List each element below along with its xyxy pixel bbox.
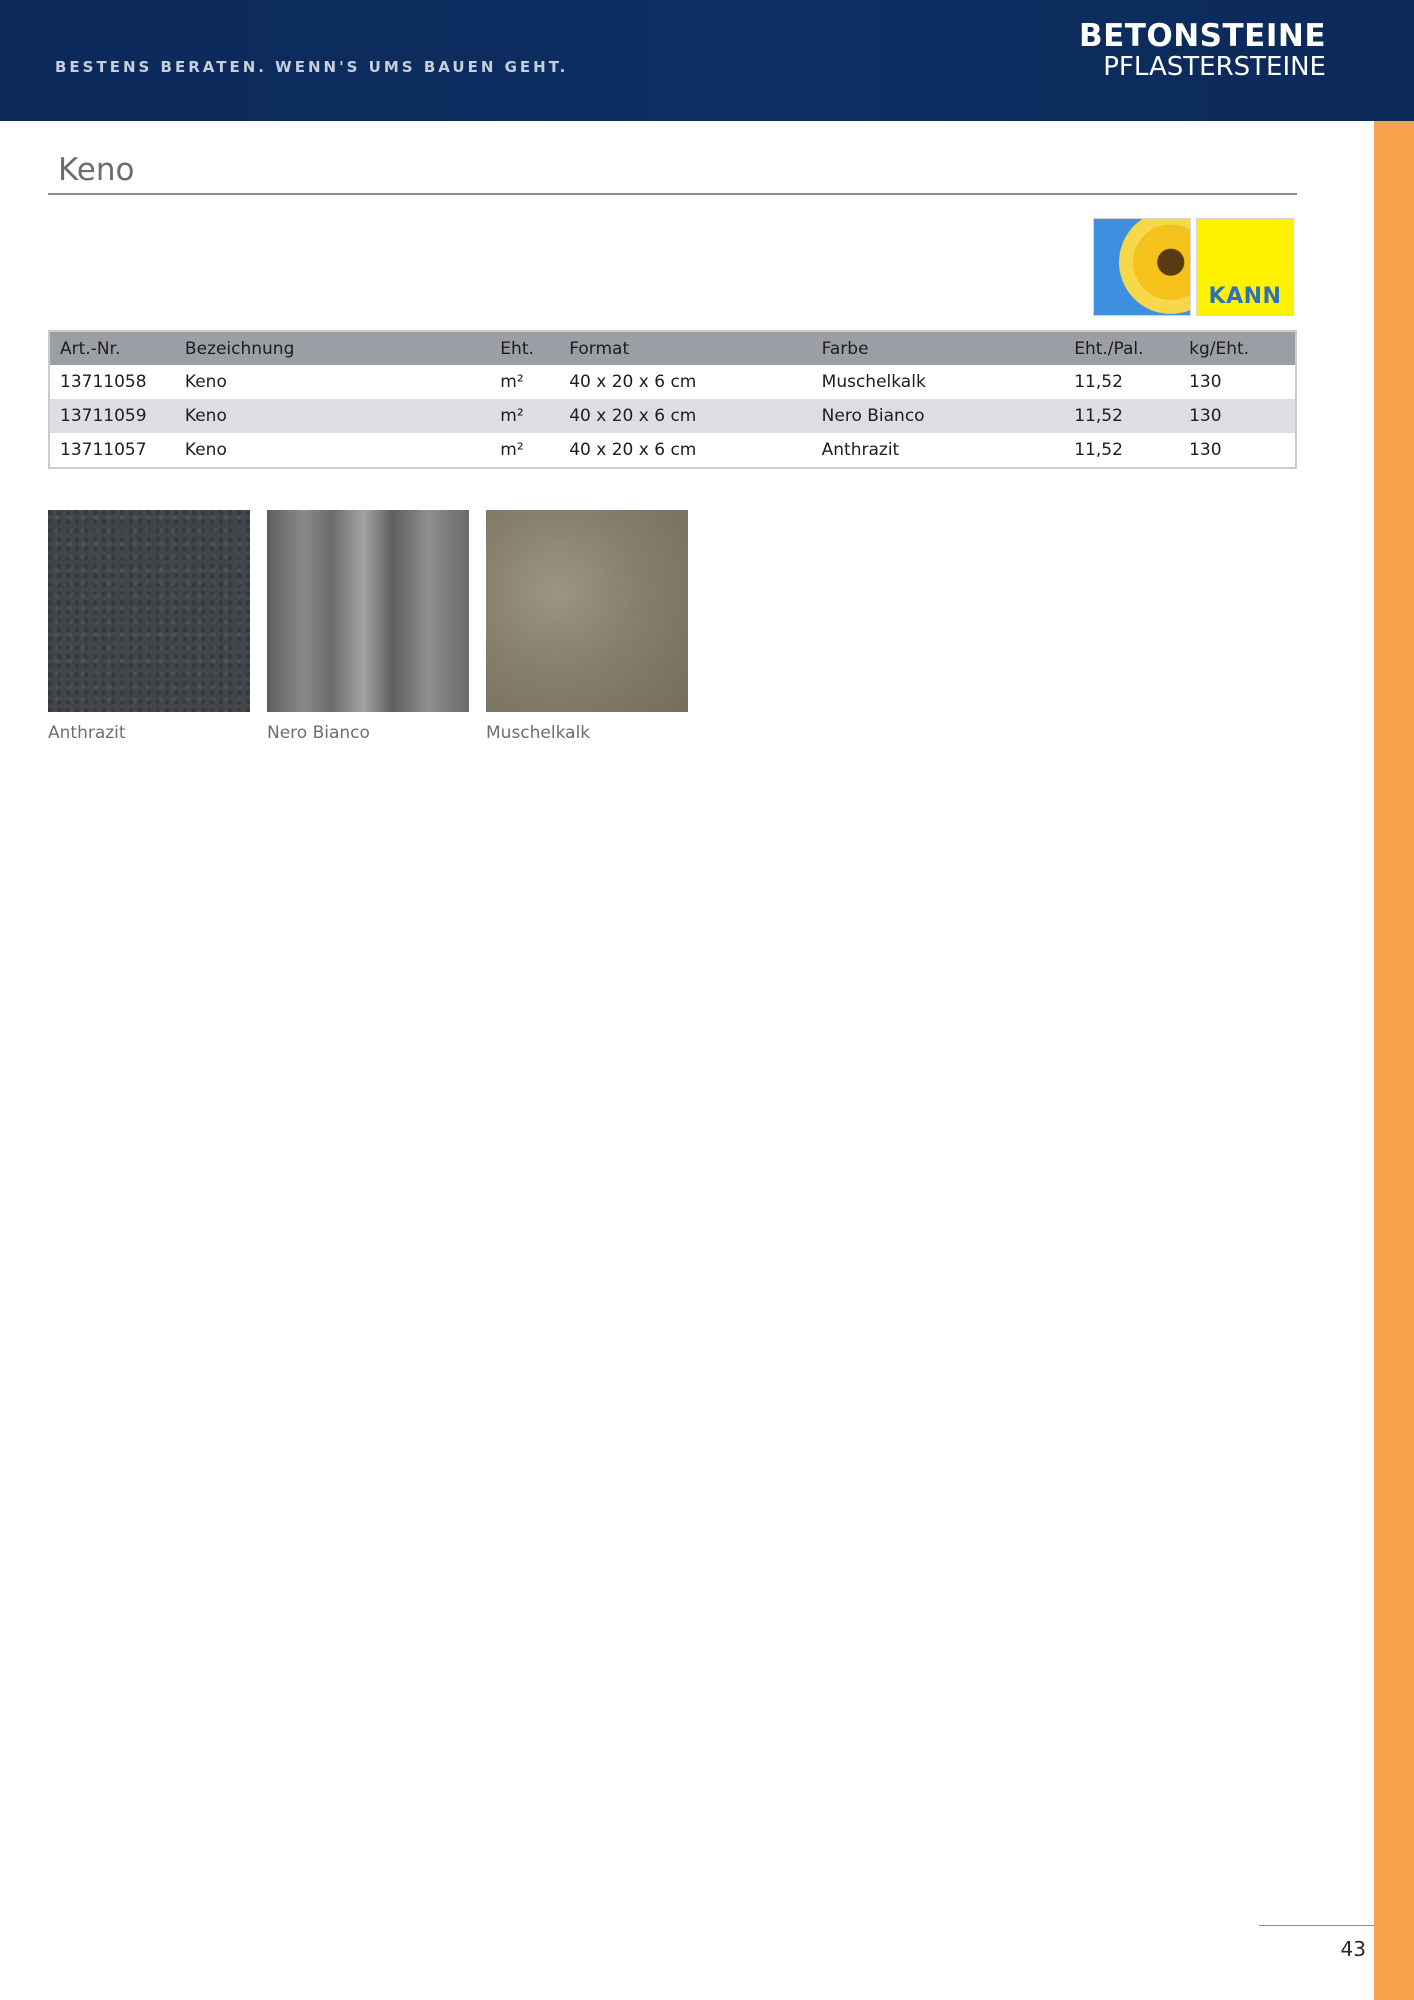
cell-eht-pal: 11,52 xyxy=(1064,399,1179,433)
cell-bezeichnung: Keno xyxy=(184,440,227,460)
category-title: BETONSTEINE xyxy=(1078,18,1326,54)
cell-bezeichnung: Keno xyxy=(175,399,490,433)
column-header-kg-eht: kg/Eht. xyxy=(1179,331,1296,365)
column-header-bezeichnung: Bezeichnung xyxy=(175,331,490,365)
slogan: BESTENS BERATEN. WENN'S UMS BAUEN GEHT. xyxy=(55,58,569,76)
cell-format: 40 x 20 x 6 cm xyxy=(569,440,697,460)
swatch-label-muschelkalk: Muschelkalk xyxy=(486,723,591,743)
kann-logo xyxy=(1196,218,1294,316)
cell-kg-eht: 130 xyxy=(1189,372,1222,392)
column-header-format: Format xyxy=(559,331,811,365)
title-divider xyxy=(48,193,1297,195)
cell-kg-eht: 130 xyxy=(1189,440,1222,460)
cell-kg-eht: 130 xyxy=(1179,399,1296,433)
cell-format: 40 x 20 x 6 cm xyxy=(569,372,697,392)
cell-farbe: Anthrazit xyxy=(821,440,900,460)
cell-art-nr: 13711057 xyxy=(60,440,147,460)
table-header-row xyxy=(49,331,1296,365)
table-row xyxy=(49,433,1296,468)
sunflower-logo-icon xyxy=(1093,218,1191,316)
swatch-image-anthrazit xyxy=(48,510,250,712)
column-header-farbe: Farbe xyxy=(812,331,1065,365)
cell-art-nr: 13711059 xyxy=(49,399,175,433)
cell-eht-pal: 11,52 xyxy=(1074,372,1123,392)
swatch-label-nero-bianco: Nero Bianco xyxy=(267,723,370,743)
cell-eht: m² xyxy=(500,372,524,392)
swatch-label-anthrazit: Anthrazit xyxy=(48,723,126,743)
footer-divider xyxy=(1259,1925,1374,1926)
cell-eht: m² xyxy=(490,399,559,433)
cell-format: 40 x 20 x 6 cm xyxy=(559,399,811,433)
cell-eht-pal: 11,52 xyxy=(1074,440,1123,460)
column-header-eht: Eht. xyxy=(490,331,559,365)
page-number: 43 xyxy=(1340,1937,1366,1961)
cell-farbe: Muschelkalk xyxy=(821,372,926,392)
swatch-image-muschelkalk xyxy=(486,510,688,712)
subcategory-title: PFLASTERSTEINE xyxy=(1103,52,1326,82)
cell-bezeichnung: Keno xyxy=(184,372,227,392)
product-title: Keno xyxy=(58,152,135,188)
swatch-image-nero-bianco xyxy=(267,510,469,712)
column-header-eht-pal: Eht./Pal. xyxy=(1064,331,1179,365)
table-row xyxy=(49,365,1296,399)
column-header-art-nr: Art.-Nr. xyxy=(49,331,175,365)
cell-eht: m² xyxy=(500,440,524,460)
accent-side-bar xyxy=(1374,121,1414,2000)
cell-farbe: Nero Bianco xyxy=(812,399,1065,433)
page-header xyxy=(0,0,1414,121)
product-table xyxy=(48,330,1297,469)
cell-art-nr: 13711058 xyxy=(60,372,147,392)
kann-logo-text: KANN xyxy=(1208,284,1282,309)
table-row xyxy=(49,399,1296,433)
